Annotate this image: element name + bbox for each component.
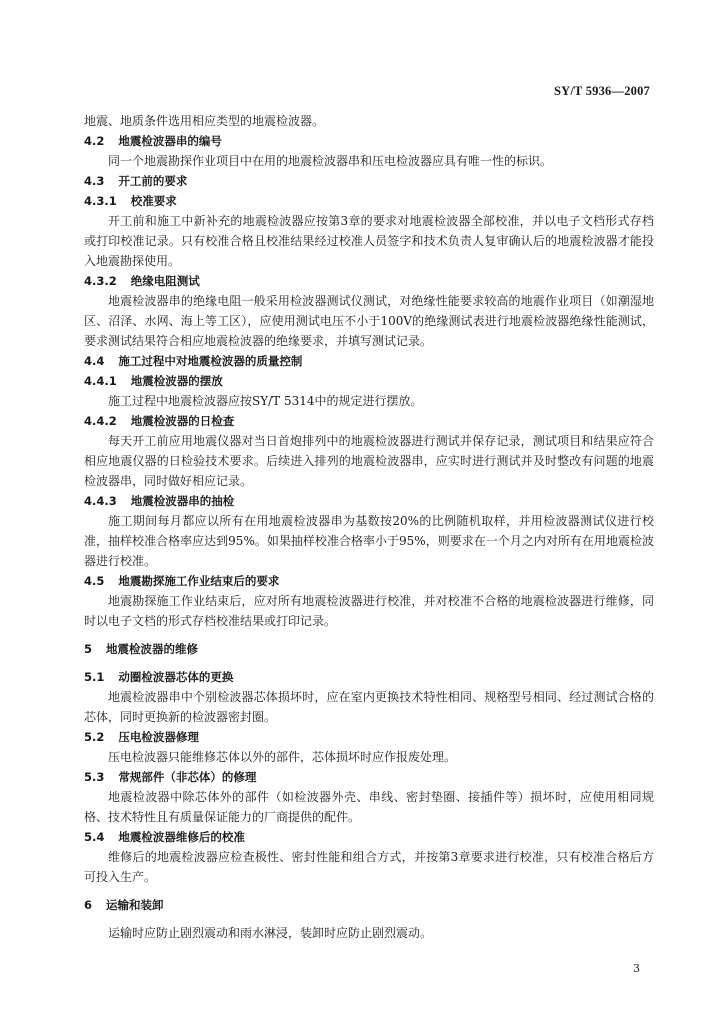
heading-title: 施工过程中对地震检波器的质量控制 bbox=[118, 354, 303, 368]
heading-4-2 bbox=[84, 131, 654, 151]
paragraph-5-4: 维修后的地震检波器应检查极性、密封性能和组合方式，并按第3章要求进行校准，只有校准合格后方可投入生产。 bbox=[84, 850, 654, 884]
heading-number: 4.2 bbox=[84, 134, 105, 148]
paragraph-6: 运输时应防止剧烈震动和雨水淋浸，装卸时应防止剧烈震动。 bbox=[108, 926, 433, 940]
standard-code: SY/T 5936—2007 bbox=[554, 84, 650, 98]
page-number: 3 bbox=[633, 962, 640, 975]
paragraph-5-3: 地震检波器中除芯体外的部件（如检波器外壳、串线、密封垫圈、接插件等）损坏时，应使用相同规格、技术特性且有质量保证能力的厂商提供的配件。 bbox=[84, 790, 654, 824]
heading-number: 5 bbox=[84, 642, 93, 656]
paragraph-5-2: 压电检波器只能维修芯体以外的部件，芯体损坏时应作报废处理。 bbox=[108, 750, 457, 764]
paragraph-4-4-3: 施工期间每月都应以所有在用地震检波器串为基数按20%的比例随机取样，并用检波器测试仪进行校准，抽样校准合格率应达到95%。如果抽样校准合格率小于95%，则要求在一个月之内对所有在用地震检波器进行校准。 bbox=[84, 514, 654, 568]
heading-title: 地震检波器的摆放 bbox=[130, 374, 223, 388]
heading-number: 5.2 bbox=[84, 730, 105, 744]
heading-title: 地震检波器的维修 bbox=[106, 642, 199, 656]
paragraph-4-3-2: 地震检波器串的绝缘电阻一般采用检波器测试仪测试，对绝缘性能要求较高的地震作业项目（如潮湿地区、沼泽、水网、海上等工区），应使用测试电压不小于100V的绝缘测试表进行地震检波器绝缘性能测试，要求测试结果符合相应地震检波器的绝缘要求，并填写测试记录。 bbox=[84, 294, 654, 348]
paragraph-4-2: 同一个地震勘探作业项目中在用的地震检波器串和压电检波器应具有唯一性的标识。 bbox=[108, 154, 553, 168]
heading-5-4 bbox=[84, 827, 654, 847]
heading-5-2 bbox=[84, 727, 654, 747]
heading-5-1 bbox=[84, 667, 654, 687]
heading-number: 4.4 bbox=[84, 354, 105, 368]
heading-title: 地震检波器串的编号 bbox=[118, 134, 222, 148]
heading-4-4-3 bbox=[84, 491, 654, 511]
heading-title: 运输和装卸 bbox=[106, 898, 164, 912]
heading-number: 4.3 bbox=[84, 174, 105, 188]
heading-number: 4.4.2 bbox=[84, 414, 117, 428]
heading-title: 地震检波器串的抽检 bbox=[130, 494, 235, 508]
heading-title: 动圈检波器芯体的更换 bbox=[118, 670, 234, 684]
heading-5 bbox=[84, 639, 654, 659]
heading-number: 5.4 bbox=[84, 830, 105, 844]
document-body bbox=[84, 111, 654, 943]
heading-number: 5.1 bbox=[84, 670, 105, 684]
heading-title: 绝缘电阻测试 bbox=[130, 274, 200, 288]
heading-title: 地震检波器维修后的校准 bbox=[118, 830, 245, 844]
heading-number: 4.4.3 bbox=[84, 494, 117, 508]
heading-4-4-2 bbox=[84, 411, 654, 431]
heading-number: 4.4.1 bbox=[84, 374, 117, 388]
heading-title: 地震勘探施工作业结束后的要求 bbox=[118, 574, 280, 588]
heading-4-4 bbox=[84, 351, 654, 371]
heading-number: 4.3.1 bbox=[84, 194, 117, 208]
heading-title: 校准要求 bbox=[130, 194, 177, 208]
paragraph-4-5: 地震勘探施工作业结束后，应对所有地震检波器进行校准，并对校准不合格的地震检波器进行维修，同时以电子文档的形式存档校准结果或打印记录。 bbox=[84, 594, 654, 628]
heading-number: 4.3.2 bbox=[84, 274, 117, 288]
heading-title: 地震检波器的日检查 bbox=[130, 414, 235, 428]
paragraph-4-1-continued: 地震、地质条件选用相应类型的地震检波器。 bbox=[84, 114, 325, 128]
heading-4-3-1 bbox=[84, 191, 654, 211]
heading-4-3 bbox=[84, 171, 654, 191]
paragraph-4-4-1: 施工过程中地震检波器应按SY/T 5314中的规定进行摆放。 bbox=[108, 394, 423, 408]
heading-number: 5.3 bbox=[84, 770, 105, 784]
paragraph-4-4-2: 每天开工前应用地震仪器对当日首炮排列中的地震检波器进行测试并保存记录，测试项目和结果应符合相应地震仪器的日检验技术要求。后续进入排列的地震检波器串，应实时进行测试并及时整改有问题的地震检波器串，同时做好相应记录。 bbox=[84, 434, 654, 488]
heading-title: 常规部件（非芯体）的修理 bbox=[118, 770, 257, 784]
heading-number: 4.5 bbox=[84, 574, 105, 588]
heading-4-3-2 bbox=[84, 271, 654, 291]
heading-5-3 bbox=[84, 767, 654, 787]
heading-title: 压电检波器修理 bbox=[118, 730, 199, 744]
heading-4-4-1 bbox=[84, 371, 654, 391]
paragraph-5-1: 地震检波器串中个别检波器芯体损坏时，应在室内更换技术特性相同、规格型号相同、经过测试合格的芯体，同时更换新的检波器密封圈。 bbox=[84, 690, 654, 724]
heading-6 bbox=[84, 895, 654, 915]
heading-title: 开工前的要求 bbox=[118, 174, 188, 188]
heading-4-5 bbox=[84, 571, 654, 591]
paragraph-4-3-1: 开工前和施工中新补充的地震检波器应按第3章的要求对地震检波器全部校准，并以电子文档形式存档或打印校准记录。只有校准合格且校准结果经过校准人员签字和技术负责人复审确认后的地震检波器才能投入地震勘探使用。 bbox=[84, 214, 654, 268]
heading-number: 6 bbox=[84, 898, 93, 912]
